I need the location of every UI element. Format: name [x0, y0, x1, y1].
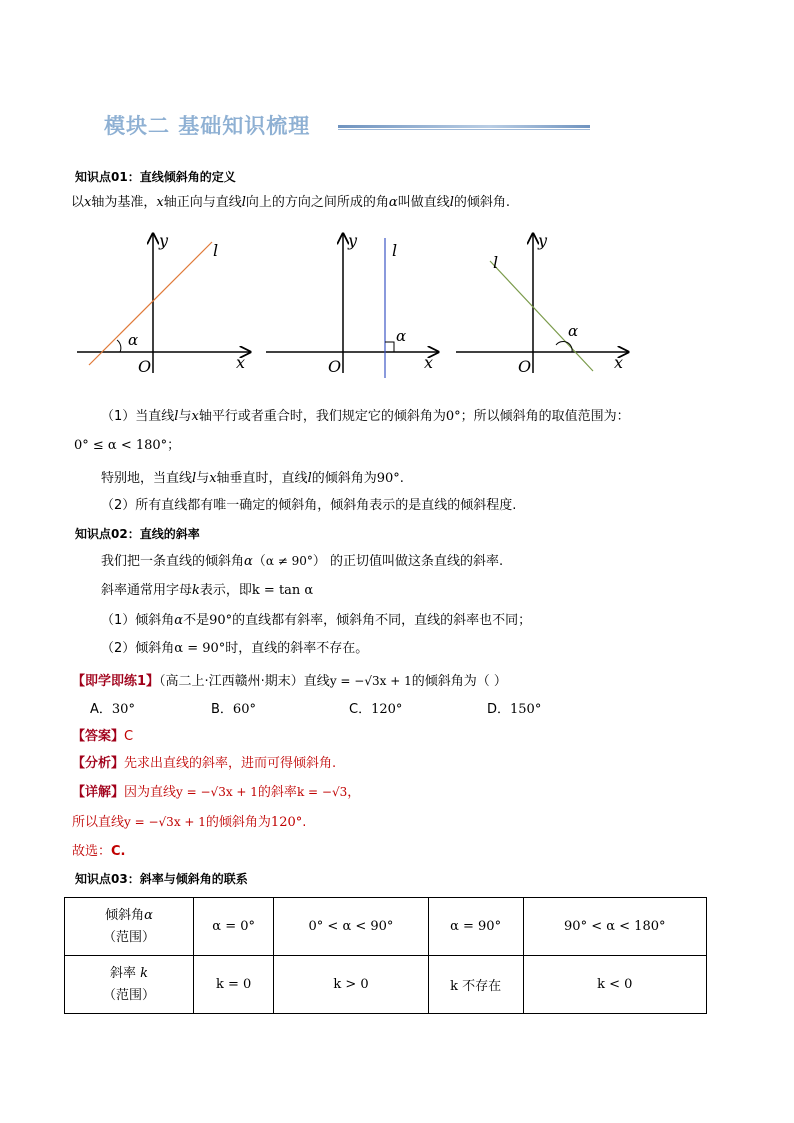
analysis: 【分析】先求出直线的斜率，进而可得倾斜角.: [72, 756, 337, 771]
kp2-s1: 我们把一条直线的倾斜角α（α ≠ 90°） 的正切值叫做这条直线的斜率.: [101, 554, 504, 569]
option-d: D．150°: [487, 702, 542, 717]
label-o: O: [138, 357, 152, 376]
line-l: [89, 242, 212, 365]
option-c: C．120°: [349, 702, 403, 717]
graph-right-angle: [262, 228, 447, 378]
option-b: B．60°: [211, 702, 256, 717]
label-l: l: [392, 241, 398, 260]
line-l: [490, 261, 593, 371]
kp3-heading: 知识点03：斜率与倾斜角的联系: [75, 872, 248, 886]
table-row: [65, 898, 707, 956]
module-title: 模块二 基础知识梳理: [104, 113, 311, 138]
label-o: O: [328, 357, 342, 376]
answer: 【答案】C: [72, 729, 134, 744]
label-y: y: [538, 231, 548, 250]
label-x: x: [424, 353, 434, 372]
slope-angle-table: [64, 897, 707, 1014]
label-alpha: α: [396, 327, 407, 345]
label-y: y: [348, 231, 358, 250]
kp1-point2: （2）所有直线都有唯一确定的倾斜角，倾斜角表示的是直线的倾斜程度.: [101, 498, 517, 513]
row1-head: 倾斜角α （范围）: [65, 898, 194, 956]
row2-head: 斜率 k （范围）: [65, 956, 194, 1014]
detail-conclusion: 所以直线y = −√3x + 1的倾斜角为120°.: [72, 815, 307, 830]
table-cell: k 不存在: [428, 956, 523, 1014]
option-a: A．30°: [90, 702, 135, 717]
kp2-s2: 斜率通常用字母k表示，即k = tan α: [101, 583, 314, 598]
table-cell: k > 0: [274, 956, 428, 1014]
label-alpha: α: [568, 322, 579, 340]
exercise-question: 【即学即练1】（高二上·江西赣州·期末）直线y = −√3x + 1的倾斜角为（ ）: [72, 674, 507, 689]
kp1-heading: 知识点01：直线倾斜角的定义: [75, 170, 236, 184]
kp2-heading: 知识点02：直线的斜率: [75, 527, 200, 541]
detail: 【详解】因为直线y = −√3x + 1的斜率k = −√3，: [72, 785, 361, 800]
title-underline-thin: [338, 129, 590, 130]
graph-acute-angle: [72, 228, 257, 378]
label-l: l: [213, 241, 219, 260]
table-cell: α = 90°: [428, 898, 523, 956]
kp1-special: 特别地，当直线l与x轴垂直时，直线l的倾斜角为90°.: [101, 471, 404, 486]
table-cell: 90° < α < 180°: [523, 898, 706, 956]
label-alpha: α: [128, 331, 139, 349]
angle-arc: [117, 340, 121, 352]
label-l: l: [493, 253, 499, 272]
kp1-point1: （1）当直线l与x轴平行或者重合时，我们规定它的倾斜角为0°；所以倾斜角的取值范围为：: [101, 409, 630, 424]
kp1-range: 0° ≤ α < 180°；: [74, 438, 181, 453]
label-y: y: [159, 231, 169, 250]
table-cell: k = 0: [194, 956, 274, 1014]
graph-obtuse-angle: [452, 228, 637, 378]
choice: 故选：C.: [72, 844, 126, 859]
label-o: O: [518, 357, 532, 376]
title-underline: [338, 125, 590, 128]
table-cell: α = 0°: [194, 898, 274, 956]
label-x: x: [236, 353, 246, 372]
kp1-definition: 以x轴为基准，x轴正向与直线l向上的方向之间所成的角α叫做直线l的倾斜角.: [71, 195, 511, 210]
table-row: [65, 956, 707, 1014]
table-cell: k < 0: [523, 956, 706, 1014]
kp2-s3: （1）倾斜角α不是90°的直线都有斜率，倾斜角不同，直线的斜率也不同；: [101, 613, 532, 628]
kp2-s4: （2）倾斜角α = 90°时，直线的斜率不存在。: [101, 641, 369, 656]
table-cell: 0° < α < 90°: [274, 898, 428, 956]
label-x: x: [614, 353, 624, 372]
right-angle-mark: [385, 342, 394, 352]
